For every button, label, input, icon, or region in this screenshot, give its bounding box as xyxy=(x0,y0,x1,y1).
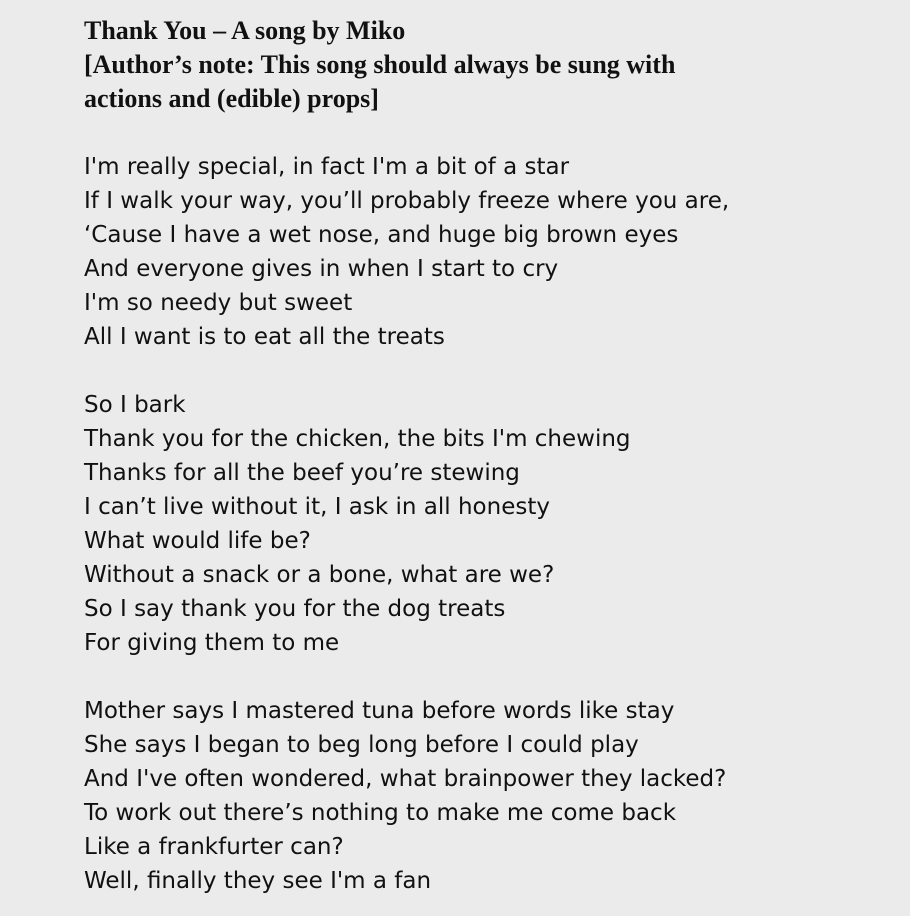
verse-2-line-4: To work out there’s nothing to make me come back xyxy=(84,800,677,826)
author-note-line-2: actions and (edible) props] xyxy=(84,84,379,113)
verse-1-line-1: I'm really special, in fact I'm a bit of a star xyxy=(84,154,570,180)
verse-1-line-5: I'm so needy but sweet xyxy=(84,290,353,316)
chorus-line-1: So I bark xyxy=(84,392,186,418)
verse-2-line-6: Well, finally they see I'm a fan xyxy=(84,868,432,894)
song-document xyxy=(84,14,884,898)
chorus-line-5: What would life be? xyxy=(84,528,311,554)
chorus-line-3: Thanks for all the beef you’re stewing xyxy=(84,460,520,486)
verse-2-line-3: And I've often wondered, what brainpower they lacked? xyxy=(84,766,727,792)
chorus-line-2: Thank you for the chicken, the bits I'm chewing xyxy=(84,426,631,452)
verse-1-line-2: If I walk your way, you’ll probably freeze where you are, xyxy=(84,188,730,214)
verse-2 xyxy=(84,694,884,898)
chorus-line-6: Without a snack or a bone, what are we? xyxy=(84,562,555,588)
verse-2-line-1: Mother says I mastered tuna before words like stay xyxy=(84,698,675,724)
chorus-line-7: So I say thank you for the dog treats xyxy=(84,596,506,622)
verse-1-line-4: And everyone gives in when I start to cry xyxy=(84,256,559,282)
verse-2-line-2: She says I began to beg long before I could play xyxy=(84,732,639,758)
verse-1-line-6: All I want is to eat all the treats xyxy=(84,324,445,350)
verse-2-line-5: Like a frankfurter can? xyxy=(84,834,344,860)
song-title: Thank You – A song by Miko xyxy=(84,16,406,45)
author-note-line-1: [Author’s note: This song should always be sung with xyxy=(84,50,676,79)
chorus-line-4: I can’t live without it, I ask in all honesty xyxy=(84,494,550,520)
chorus-line-8: For giving them to me xyxy=(84,630,340,656)
verse-1 xyxy=(84,150,884,354)
verse-1-line-3: ‘Cause I have a wet nose, and huge big brown eyes xyxy=(84,222,679,248)
chorus xyxy=(84,388,884,660)
